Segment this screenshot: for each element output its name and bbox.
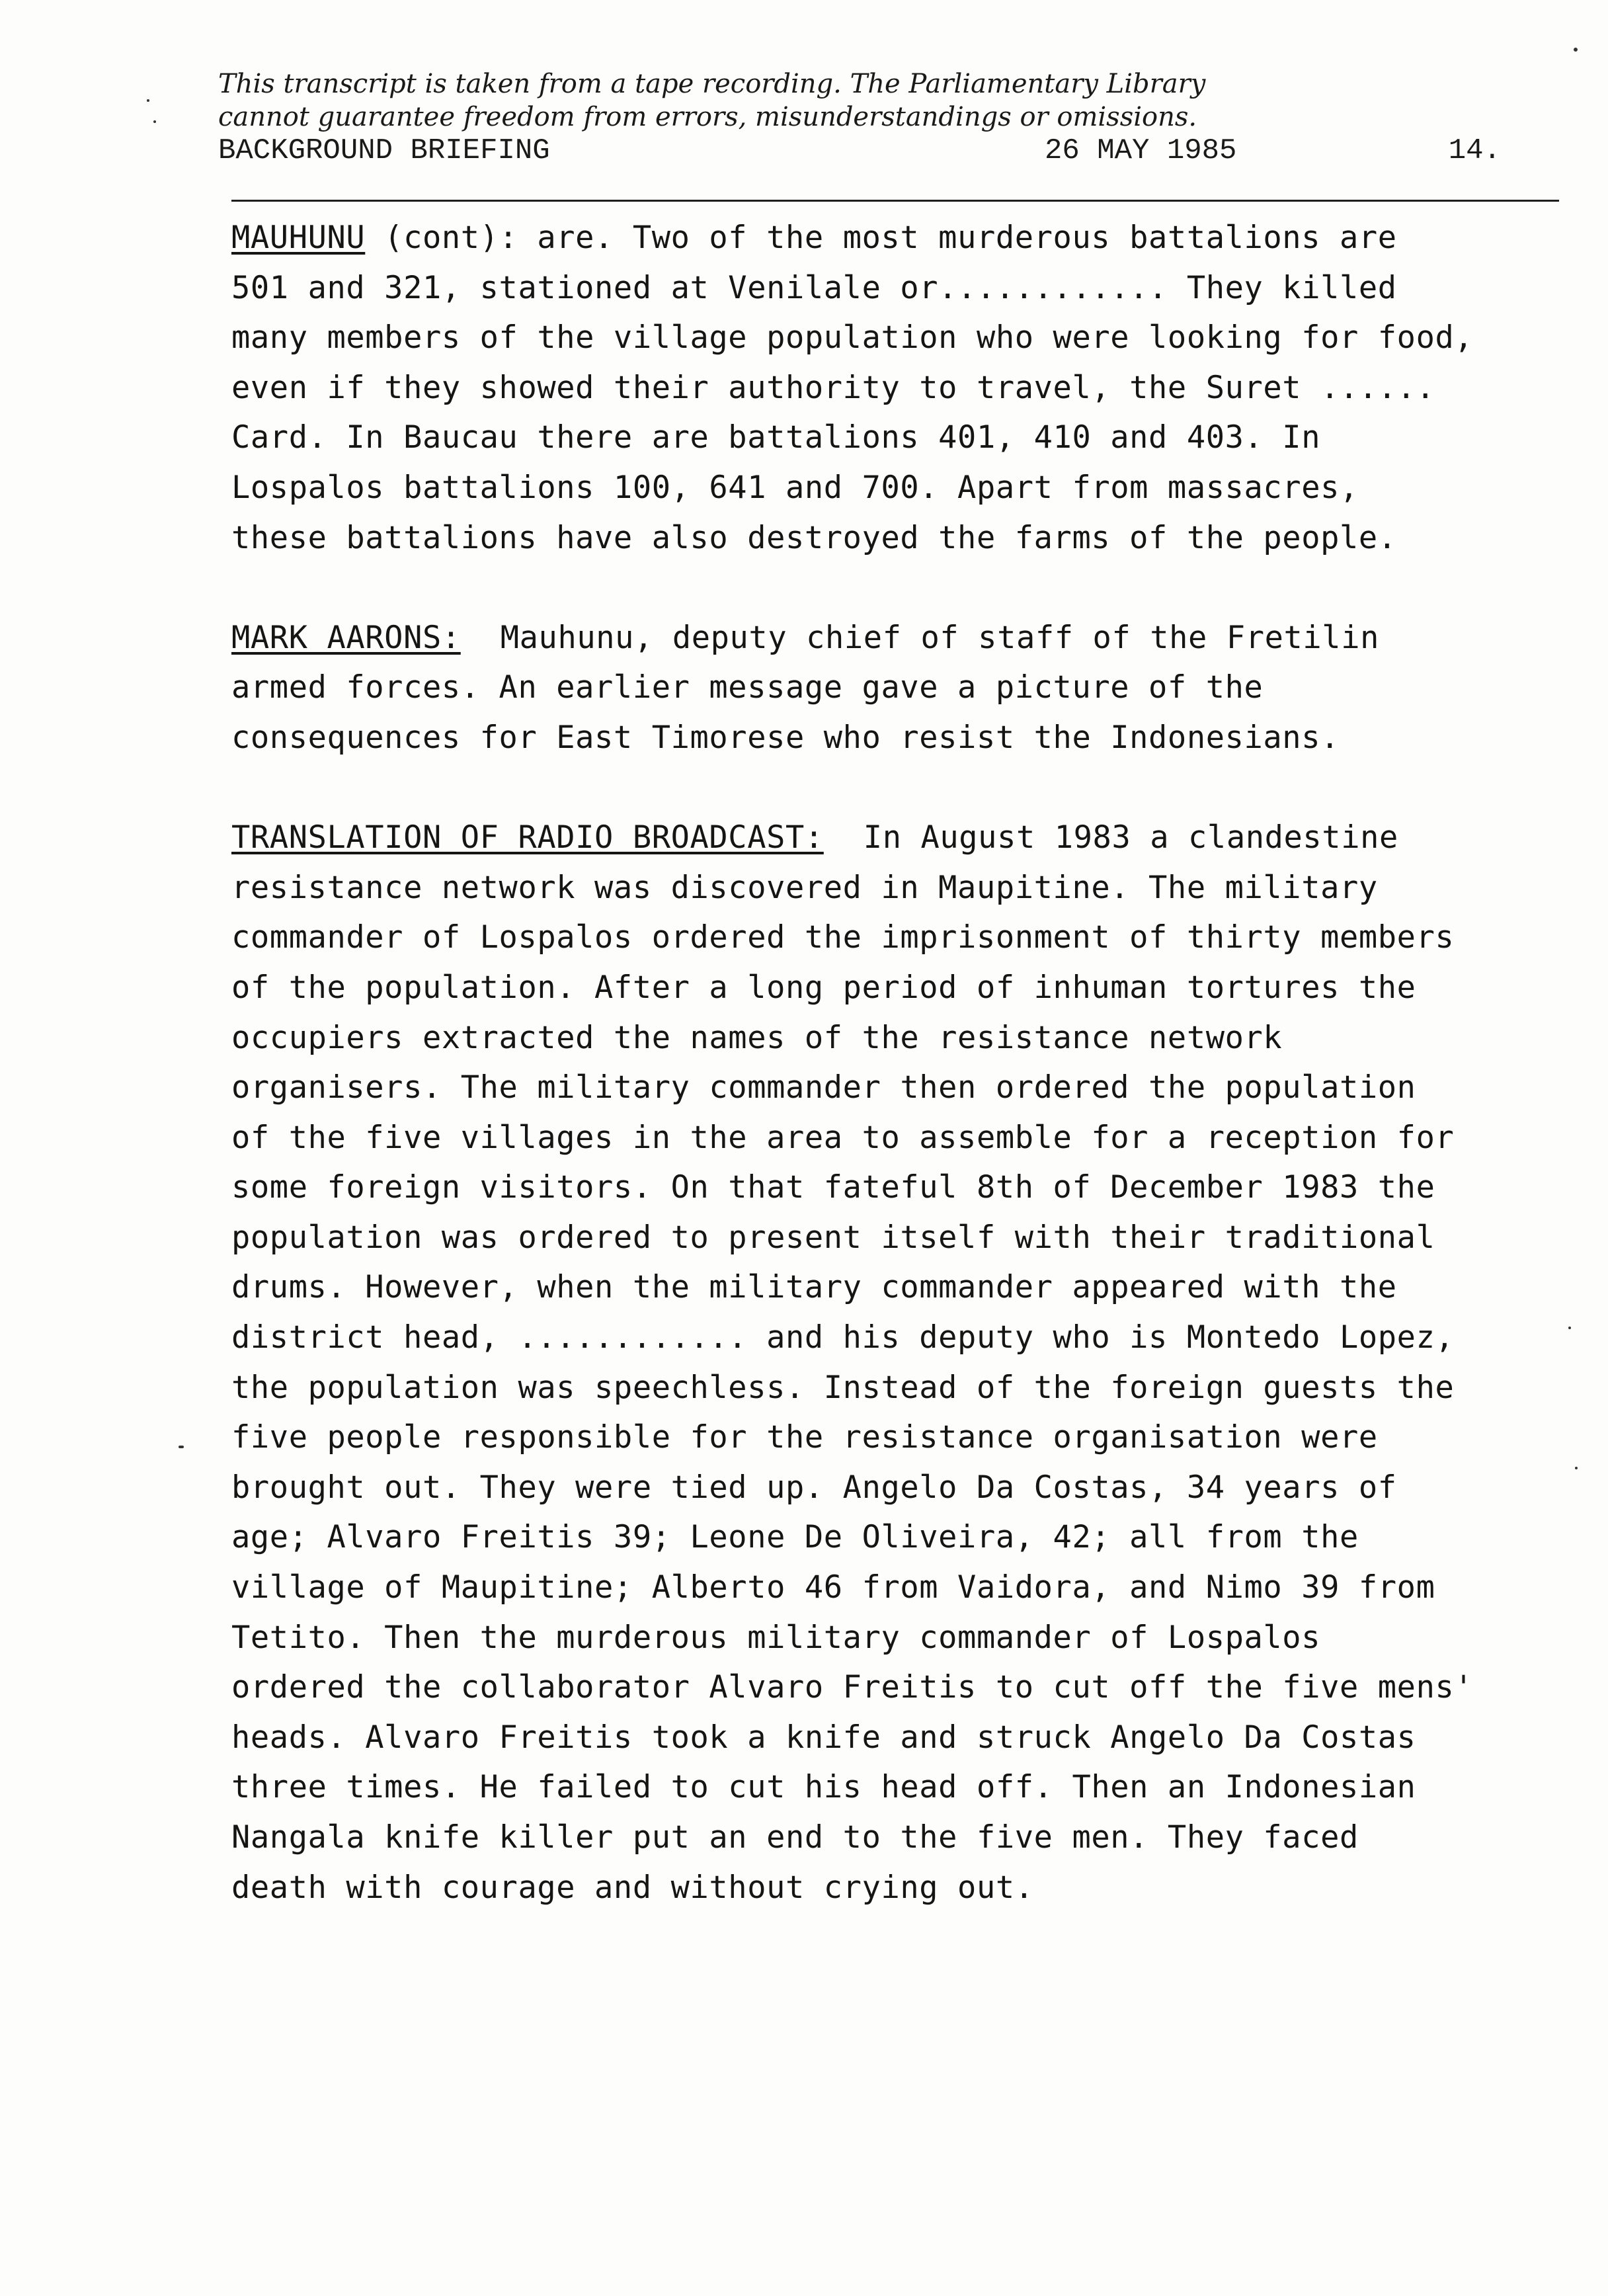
text-line: ordered the collaborator Alvaro Freitis to cut off the five mens'	[231, 1669, 1474, 1706]
program-title: BACKGROUND BRIEFING	[218, 134, 550, 167]
speaker-label: TRANSLATION OF RADIO BROADCAST:	[231, 819, 824, 856]
disclaimer	[218, 67, 1541, 134]
page-header	[218, 131, 1501, 171]
text-line: Nangala knife killer put an end to the five men. They faced	[231, 1819, 1359, 1856]
text-line: village of Maupitine; Alberto 46 from Vaidora, and Nimo 39 from	[231, 1569, 1435, 1606]
paragraph-mark-aarons	[231, 613, 1560, 763]
paragraph-mauhunu	[231, 213, 1560, 563]
text-line: drums. However, when the military commander appeared with the	[231, 1269, 1397, 1306]
text-line: these battalions have also destroyed the farms of the people.	[231, 519, 1397, 556]
text-line: age; Alvaro Freitis 39; Leone De Oliveira, 42; all from the	[231, 1519, 1359, 1556]
text-line	[231, 613, 1560, 663]
scan-speck	[1568, 1327, 1571, 1329]
disclaimer-line: This transcript is taken from a tape recording. The Parliamentary Library	[218, 69, 1206, 99]
text-line: resistance network was discovered in Maupitine. The military	[231, 869, 1378, 906]
speaker-label: MARK AARONS:	[231, 619, 461, 656]
scan-speck	[147, 99, 149, 102]
disclaimer-line: cannot guarantee freedom from errors, misunderstandings or omissions.	[218, 102, 1197, 132]
text-line: five people responsible for the resistance organisation were	[231, 1419, 1378, 1456]
page-number: 14.	[1448, 134, 1501, 167]
text-line	[231, 213, 1560, 263]
header-rule	[231, 200, 1559, 202]
text-line: the population was speechless. Instead of the foreign guests the	[231, 1369, 1455, 1406]
text-line: many members of the village population who were looking for food,	[231, 319, 1474, 356]
text-line: death with courage and without crying out.	[231, 1869, 1034, 1906]
text-line: occupiers extracted the names of the resistance network	[231, 1019, 1283, 1056]
text-line: organisers. The military commander then ordered the population	[231, 1069, 1416, 1106]
text-line	[231, 813, 1560, 863]
transcript-body	[231, 213, 1560, 1963]
text-line: population was ordered to present itself with their traditional	[231, 1219, 1435, 1256]
text-line: even if they showed their authority to travel, the Suret ......	[231, 369, 1435, 406]
text-line: brought out. They were tied up. Angelo Da Costas, 34 years of	[231, 1469, 1397, 1506]
text-line: of the population. After a long period of inhuman tortures the	[231, 969, 1416, 1006]
scan-speck	[179, 1446, 184, 1448]
broadcast-date: 26 MAY 1985	[1045, 134, 1237, 167]
paragraph-radio-translation	[231, 813, 1560, 1912]
text-line-content: (cont): are. Two of the most murderous battalions are	[365, 220, 1397, 256]
text-line: heads. Alvaro Freitis took a knife and struck Angelo Da Costas	[231, 1719, 1416, 1756]
scan-speck	[1575, 1467, 1578, 1469]
text-line-content: Mauhunu, deputy chief of staff of the Fretilin	[500, 619, 1379, 656]
text-line: district head, ............ and his deputy who is Montedo Lopez,	[231, 1319, 1455, 1356]
text-line: 501 and 321, stationed at Venilale or............ They killed	[231, 269, 1397, 306]
text-line: Tetito. Then the murderous military commander of Lospalos	[231, 1619, 1321, 1656]
scan-speck	[153, 120, 156, 123]
text-line: three times. He failed to cut his head off. Then an Indonesian	[231, 1769, 1416, 1806]
text-line: consequences for East Timorese who resist the Indonesians.	[231, 719, 1340, 756]
text-line: armed forces. An earlier message gave a picture of the	[231, 669, 1264, 706]
text-line-content: In August 1983 a clandestine	[863, 819, 1398, 856]
scan-speck	[1574, 48, 1578, 52]
text-line: of the five villages in the area to assemble for a reception for	[231, 1119, 1455, 1156]
text-line: commander of Lospalos ordered the imprisonment of thirty members	[231, 919, 1455, 956]
speaker-label: MAUHUNU	[231, 220, 366, 256]
text-line: Card. In Baucau there are battalions 401, 410 and 403. In	[231, 419, 1321, 456]
text-line: some foreign visitors. On that fateful 8th of December 1983 the	[231, 1169, 1435, 1206]
text-line: Lospalos battalions 100, 641 and 700. Apart from massacres,	[231, 469, 1359, 506]
